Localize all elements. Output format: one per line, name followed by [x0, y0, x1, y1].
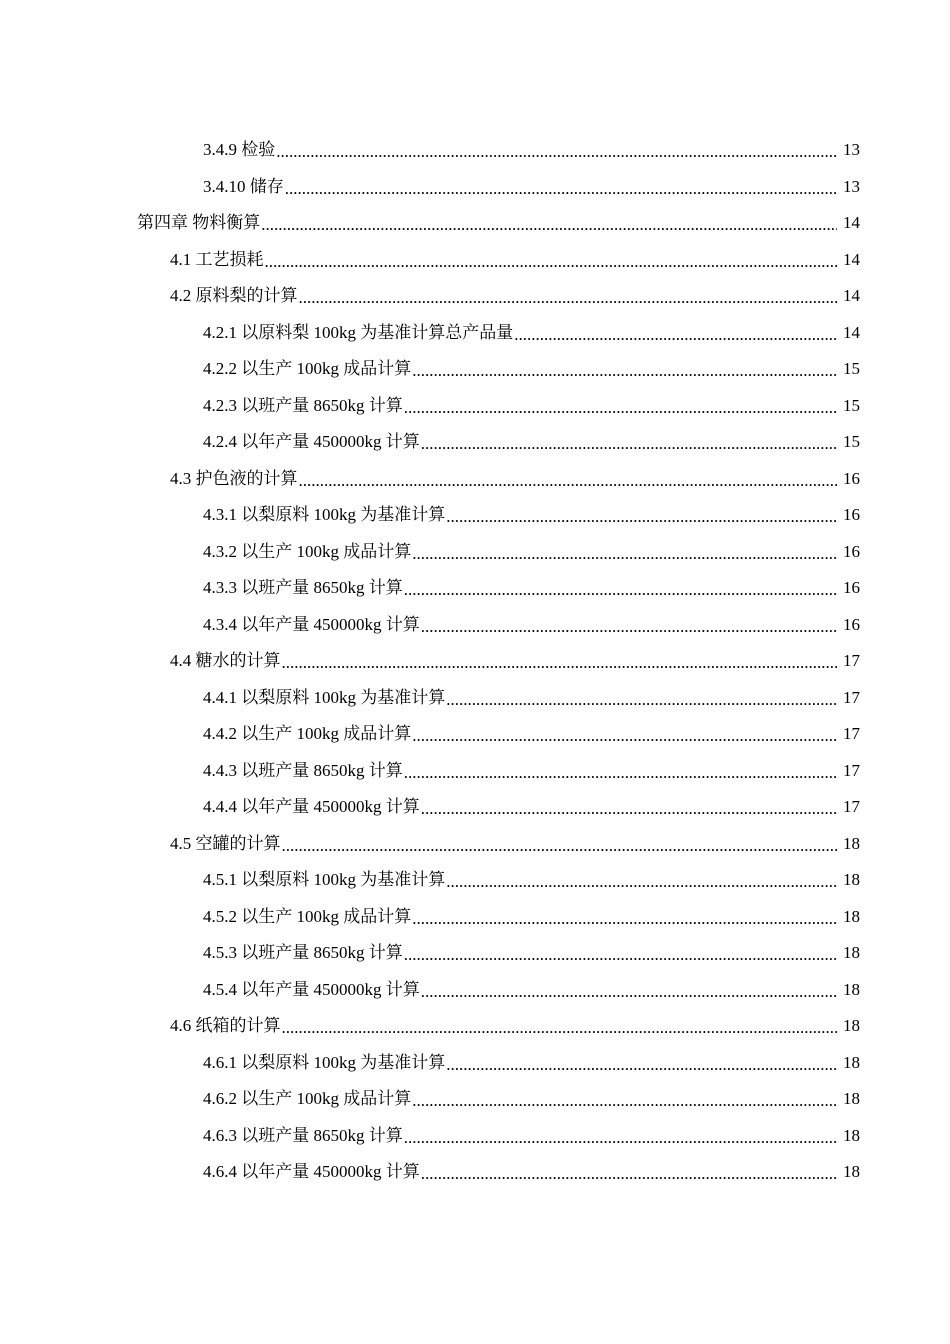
toc-entry-title: 4.6 纸箱的计算 — [170, 1016, 281, 1036]
toc-page-number: 18 — [843, 943, 860, 963]
toc-dot-leader — [265, 252, 838, 272]
toc-entry[interactable] — [0, 826, 950, 863]
toc-page-number: 18 — [843, 870, 860, 890]
toc-entry-title: 4.2.1 以原料梨 100kg 为基准计算总产品量 — [203, 322, 514, 342]
toc-page-number: 15 — [843, 395, 860, 415]
toc-entry[interactable] — [0, 716, 950, 753]
toc-entry[interactable] — [0, 1008, 950, 1045]
toc-entry-title: 4.3.4 以年产量 450000kg 计算 — [203, 614, 420, 634]
toc-entry-title: 4.5.2 以生产 100kg 成品计算 — [203, 906, 412, 926]
toc-entry[interactable] — [0, 570, 950, 607]
table-of-contents — [0, 132, 950, 1191]
toc-entry[interactable] — [0, 132, 950, 169]
toc-page-number: 17 — [843, 687, 860, 707]
toc-entry[interactable] — [0, 169, 950, 206]
toc-entry[interactable] — [0, 424, 950, 461]
toc-page-number: 18 — [843, 906, 860, 926]
toc-page-number: 17 — [843, 651, 860, 671]
toc-page-number: 17 — [843, 797, 860, 817]
toc-entry-title: 4.6.1 以梨原料 100kg 为基准计算 — [203, 1052, 446, 1072]
toc-entry-title: 3.4.9 检验 — [203, 140, 276, 160]
toc-page-number: 16 — [843, 505, 860, 525]
toc-dot-leader — [299, 288, 838, 308]
toc-page-number: 18 — [843, 833, 860, 853]
toc-page-number: 15 — [843, 432, 860, 452]
toc-entry-title: 4.6.2 以生产 100kg 成品计算 — [203, 1089, 412, 1109]
toc-entry[interactable] — [0, 643, 950, 680]
toc-entry-title: 4.5 空罐的计算 — [170, 833, 281, 853]
toc-page-number: 18 — [843, 1016, 860, 1036]
toc-dot-leader — [276, 142, 837, 162]
toc-page-number: 14 — [843, 322, 860, 342]
toc-entry-title: 4.2.3 以班产量 8650kg 计算 — [203, 395, 403, 415]
toc-entry[interactable] — [0, 242, 950, 279]
toc-page-number: 18 — [843, 1125, 860, 1145]
toc-dot-leader — [421, 1164, 837, 1184]
toc-entry-title: 4.1 工艺损耗 — [170, 249, 264, 269]
toc-page-number: 16 — [843, 541, 860, 561]
toc-page-number: 15 — [843, 359, 860, 379]
toc-entry[interactable] — [0, 205, 950, 242]
toc-entry-title: 4.6.4 以年产量 450000kg 计算 — [203, 1162, 420, 1182]
toc-entry[interactable] — [0, 315, 950, 352]
toc-entry-title: 4.3 护色液的计算 — [170, 468, 298, 488]
toc-entry[interactable] — [0, 534, 950, 571]
toc-dot-leader — [446, 872, 837, 892]
toc-dot-leader — [421, 799, 837, 819]
toc-dot-leader — [412, 1091, 837, 1111]
toc-entry[interactable] — [0, 351, 950, 388]
toc-entry[interactable] — [0, 388, 950, 425]
toc-dot-leader — [404, 398, 837, 418]
toc-entry-title: 第四章 物料衡算 — [137, 213, 261, 233]
toc-entry[interactable] — [0, 972, 950, 1009]
toc-dot-leader — [404, 763, 837, 783]
toc-entry[interactable] — [0, 1045, 950, 1082]
toc-dot-leader — [412, 544, 837, 564]
toc-dot-leader — [446, 507, 837, 527]
toc-entry[interactable] — [0, 753, 950, 790]
toc-dot-leader — [404, 1128, 837, 1148]
toc-dot-leader — [446, 1055, 837, 1075]
toc-dot-leader — [446, 690, 837, 710]
toc-entry[interactable] — [0, 1081, 950, 1118]
toc-page-number: 18 — [843, 979, 860, 999]
toc-page-number: 18 — [843, 1052, 860, 1072]
toc-page-number: 13 — [843, 140, 860, 160]
toc-dot-leader — [514, 325, 837, 345]
toc-entry-title: 4.2 原料梨的计算 — [170, 286, 298, 306]
toc-dot-leader — [412, 726, 837, 746]
toc-entry-title: 3.4.10 储存 — [203, 176, 284, 196]
toc-entry[interactable] — [0, 899, 950, 936]
toc-entry-title: 4.4.2 以生产 100kg 成品计算 — [203, 724, 412, 744]
toc-page-number: 16 — [843, 614, 860, 634]
toc-page-number: 16 — [843, 578, 860, 598]
toc-dot-leader — [421, 617, 837, 637]
toc-entry-title: 4.6.3 以班产量 8650kg 计算 — [203, 1125, 403, 1145]
toc-entry[interactable] — [0, 461, 950, 498]
toc-entry[interactable] — [0, 1118, 950, 1155]
toc-entry[interactable] — [0, 862, 950, 899]
toc-dot-leader — [412, 909, 837, 929]
toc-page-number: 18 — [843, 1089, 860, 1109]
toc-dot-leader — [404, 945, 837, 965]
toc-entry-title: 4.5.4 以年产量 450000kg 计算 — [203, 979, 420, 999]
toc-page-number: 18 — [843, 1162, 860, 1182]
toc-entry[interactable] — [0, 278, 950, 315]
toc-entry[interactable] — [0, 680, 950, 717]
toc-entry-title: 4.2.4 以年产量 450000kg 计算 — [203, 432, 420, 452]
toc-entry[interactable] — [0, 1154, 950, 1191]
toc-page-number: 14 — [843, 249, 860, 269]
toc-entry-title: 4.4 糖水的计算 — [170, 651, 281, 671]
toc-page-number: 17 — [843, 760, 860, 780]
toc-page-number: 14 — [843, 213, 860, 233]
toc-entry-title: 4.5.3 以班产量 8650kg 计算 — [203, 943, 403, 963]
toc-page-number: 17 — [843, 724, 860, 744]
toc-dot-leader — [404, 580, 837, 600]
toc-page-number: 16 — [843, 468, 860, 488]
toc-dot-leader — [421, 982, 837, 1002]
toc-entry-title: 4.3.3 以班产量 8650kg 计算 — [203, 578, 403, 598]
toc-entry-title: 4.4.3 以班产量 8650kg 计算 — [203, 760, 403, 780]
toc-entry-title: 4.5.1 以梨原料 100kg 为基准计算 — [203, 870, 446, 890]
toc-dot-leader — [285, 179, 837, 199]
toc-entry-title: 4.4.1 以梨原料 100kg 为基准计算 — [203, 687, 446, 707]
toc-dot-leader — [282, 653, 838, 673]
toc-entry[interactable] — [0, 935, 950, 972]
toc-entry[interactable] — [0, 789, 950, 826]
toc-dot-leader — [282, 836, 838, 856]
toc-dot-leader — [282, 1018, 838, 1038]
toc-entry-title: 4.4.4 以年产量 450000kg 计算 — [203, 797, 420, 817]
toc-dot-leader — [412, 361, 837, 381]
toc-dot-leader — [421, 434, 837, 454]
toc-entry[interactable] — [0, 497, 950, 534]
toc-entry-title: 4.3.1 以梨原料 100kg 为基准计算 — [203, 505, 446, 525]
toc-page-number: 14 — [843, 286, 860, 306]
toc-dot-leader — [261, 215, 837, 235]
toc-page-number: 13 — [843, 176, 860, 196]
toc-entry[interactable] — [0, 607, 950, 644]
toc-entry-title: 4.3.2 以生产 100kg 成品计算 — [203, 541, 412, 561]
toc-entry-title: 4.2.2 以生产 100kg 成品计算 — [203, 359, 412, 379]
toc-dot-leader — [299, 471, 838, 491]
